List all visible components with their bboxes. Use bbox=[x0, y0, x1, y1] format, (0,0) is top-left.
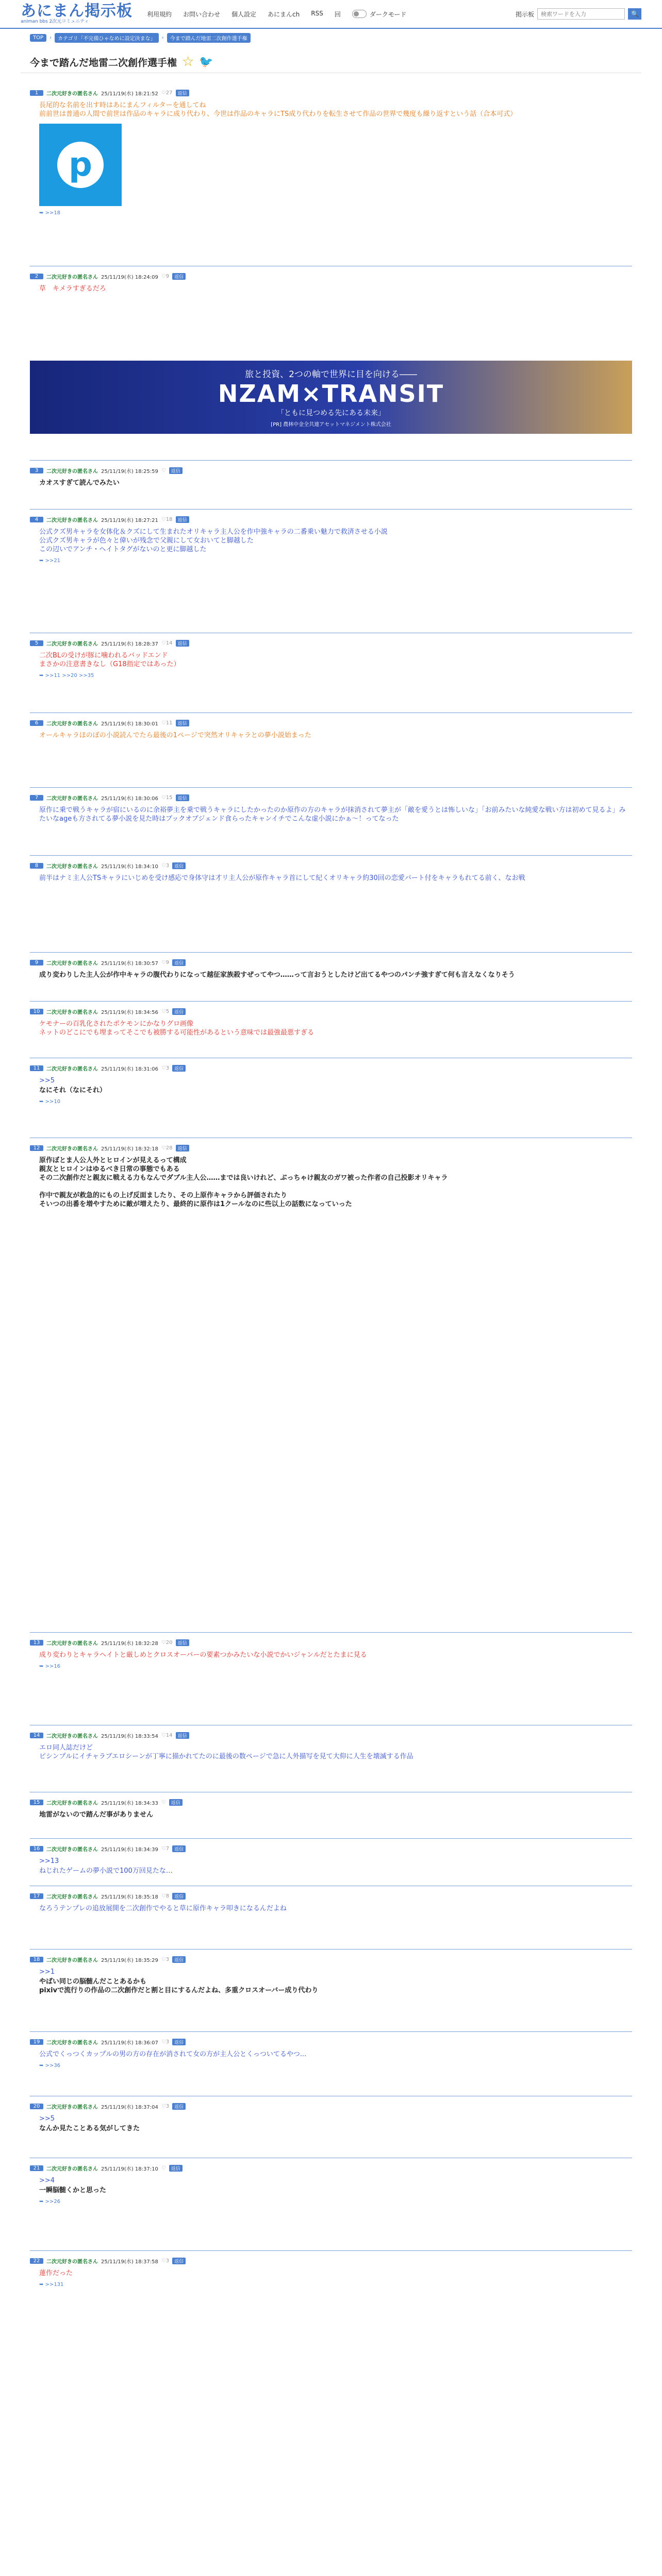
post-date: 25/11/19(水) 18:27:21 bbox=[101, 517, 158, 523]
post-body: 公式でくっつくカップルの男の方の存在が消されて女の方が主人公とくっついてるやつ... bbox=[39, 2050, 307, 2058]
post bbox=[30, 719, 632, 740]
post-body: エロ同人誌だけど ピシンプルにイチャラブエロシーンが丁寧に描かれてたのに最後の数ページで急に人外描写を見て大仰に人生を壊滅する作品 bbox=[39, 1744, 413, 1760]
poster-name: 二次元好きの匿名さん bbox=[46, 641, 98, 647]
poster-name: 二次元好きの匿名さん bbox=[46, 795, 98, 802]
post-body: 長尾的な名前を出す時はあにまんフィルターを通してね 前前世は普通の人間で前世は作品のキャラに成り代わり、今世は作品のキャラにTS成り代わりを転生させて作品の世界で幾度も繰り返すという話（合本可式） bbox=[39, 101, 517, 118]
nav-animanch[interactable]: あにまんch bbox=[268, 10, 300, 18]
like-count[interactable]: ♡3 bbox=[161, 862, 170, 869]
post bbox=[30, 1638, 632, 1669]
like-count[interactable]: ♡5 bbox=[161, 1008, 170, 1014]
reply-anchor[interactable]: >>1 bbox=[39, 1968, 55, 1976]
poster-name: 二次元好きの匿名さん bbox=[46, 960, 98, 967]
post-body: ケモナーの百乳化されたポケモンにかなりグロ画像 ネットのどこにでも埋まってそこでも被勝する可能性があるという意味では最強最悪すぎる bbox=[39, 1020, 315, 1037]
poster-name: 二次元好きの匿名さん bbox=[46, 468, 98, 474]
poster-name: 二次元好きの匿名さん bbox=[46, 2040, 98, 2046]
post-number[interactable]: 17 bbox=[30, 1893, 43, 1899]
reply-links[interactable]: ➥ >>26 bbox=[39, 2199, 61, 2205]
like-count[interactable]: ♡ bbox=[161, 1799, 166, 1805]
post-meta bbox=[30, 466, 632, 474]
post-meta bbox=[30, 1844, 632, 1853]
reply-button[interactable]: 返信 bbox=[169, 467, 183, 474]
post-meta bbox=[30, 2102, 632, 2110]
post-meta bbox=[30, 2257, 632, 2265]
post bbox=[30, 89, 632, 216]
post-date: 25/11/19(水) 18:35:18 bbox=[101, 1894, 158, 1900]
poster-name: 二次元好きの匿名さん bbox=[46, 274, 98, 280]
reply-links[interactable]: ➥ >>16 bbox=[39, 1664, 61, 1669]
post-date: 25/11/19(水) 18:35:29 bbox=[101, 1957, 158, 1963]
post bbox=[30, 1892, 632, 1913]
like-count[interactable]: ♡27 bbox=[161, 90, 173, 96]
post-date: 25/11/19(水) 18:21:52 bbox=[101, 91, 158, 97]
search-input[interactable] bbox=[537, 8, 625, 20]
post-meta bbox=[30, 272, 632, 280]
post-meta bbox=[30, 958, 632, 967]
page-title: 今まで踏んだ地雷二次創作選手権 bbox=[30, 57, 177, 69]
like-count[interactable]: ♡18 bbox=[161, 516, 173, 522]
reply-anchor[interactable]: >>13 bbox=[39, 1857, 59, 1865]
p-logo-icon: p bbox=[57, 142, 104, 188]
post-body: 草 キメラすぎるだろ bbox=[39, 285, 106, 293]
search-label: 掲示板 bbox=[515, 10, 534, 18]
reply-button[interactable]: 返信 bbox=[176, 1639, 189, 1646]
poster-name: 二次元好きの匿名さん bbox=[46, 1800, 98, 1806]
reply-button[interactable]: 返信 bbox=[176, 720, 189, 726]
post-body: ねじれたゲームの夢小説で100万回見たな… bbox=[39, 1867, 173, 1875]
post bbox=[30, 1798, 632, 1819]
post-date: 25/11/19(水) 18:33:54 bbox=[101, 1733, 158, 1739]
reply-links[interactable]: ➥ >>18 bbox=[39, 210, 61, 216]
post-number[interactable]: 7 bbox=[30, 795, 43, 801]
post-meta bbox=[30, 2164, 632, 2172]
post bbox=[30, 861, 632, 883]
post-body: 公式クズ男キャラを女体化＆クズにして生まれたオリキャラ主人公を作中強キャラの二番乗い魅力で救済させる小説 公式クズ男キャラが色々と偉いが残念で父親にして女おいてと脚越した この辺いでアンチ・ヘイトタグがないのと更に脚越した bbox=[39, 528, 388, 553]
poster-name: 二次元好きの匿名さん bbox=[46, 2259, 98, 2265]
breadcrumb-thread[interactable]: 今まで踏んだ地雷二次創作選手権 bbox=[167, 33, 251, 43]
post bbox=[30, 1144, 632, 1209]
post bbox=[30, 2102, 632, 2133]
post-meta bbox=[30, 1955, 632, 1963]
reply-anchor[interactable]: >>5 bbox=[39, 1077, 55, 1084]
reply-button[interactable]: 返信 bbox=[172, 2039, 186, 2045]
reply-button[interactable]: 返信 bbox=[172, 2103, 186, 2110]
poster-name: 二次元好きの匿名さん bbox=[46, 2104, 98, 2110]
post-number[interactable]: 8 bbox=[30, 863, 43, 869]
poster-name: 二次元好きの匿名さん bbox=[46, 721, 98, 727]
nav-contact[interactable]: お問い合わせ bbox=[183, 10, 221, 18]
reply-button[interactable]: 返信 bbox=[172, 1065, 186, 1072]
ad-banner[interactable] bbox=[30, 361, 632, 434]
poster-name: 二次元好きの匿名さん bbox=[46, 517, 98, 523]
header-nav bbox=[147, 10, 516, 19]
reply-button[interactable]: 返信 bbox=[176, 516, 189, 523]
logo-text: あにまん掲示板 bbox=[21, 2, 133, 20]
post-number[interactable]: 3 bbox=[30, 468, 43, 473]
poster-name: 二次元好きの匿名さん bbox=[46, 91, 98, 97]
search-button[interactable]: 🔍 bbox=[628, 8, 641, 20]
post-number[interactable]: 12 bbox=[30, 1145, 43, 1151]
post-date: 25/11/19(水) 18:24:09 bbox=[101, 274, 158, 280]
post-number[interactable]: 1 bbox=[30, 90, 43, 96]
post-meta bbox=[30, 89, 632, 97]
post-body: やばい同じの脳髄んだことあるかも pixivで流行りの作品の二次創作だと割と目にするんだよね、多重クロスオーバー成り代わり bbox=[39, 1978, 319, 1994]
like-count[interactable]: ♡7 bbox=[161, 1845, 170, 1852]
post-body: オールキャラほのぼの小説読んでたら最後の1ページで突然オリキャラとの夢小説始まった bbox=[39, 732, 311, 739]
post-meta bbox=[30, 1007, 632, 1015]
poster-name: 二次元好きの匿名さん bbox=[46, 1846, 98, 1853]
post-meta bbox=[30, 1144, 632, 1152]
reply-button[interactable]: 返信 bbox=[176, 1732, 189, 1739]
post-body: なろうテンプレの追放展開を二次創作でやると草に原作キャラ叩きになるんだよね bbox=[39, 1905, 287, 1912]
post-number[interactable]: 21 bbox=[30, 2165, 43, 2171]
site-logo[interactable] bbox=[21, 4, 133, 25]
post-meta bbox=[30, 515, 632, 523]
post-date: 25/11/19(水) 18:31:06 bbox=[101, 1066, 158, 1072]
post-number[interactable]: 18 bbox=[30, 1957, 43, 1962]
reply-button[interactable]: 返信 bbox=[176, 794, 189, 801]
post-meta bbox=[30, 2038, 632, 2046]
post-date: 25/11/19(水) 18:37:04 bbox=[101, 2104, 158, 2110]
post-meta bbox=[30, 1798, 632, 1806]
nav-settings[interactable]: 個人設定 bbox=[231, 10, 257, 18]
post-number[interactable]: 11 bbox=[30, 1065, 43, 1071]
site-header bbox=[0, 0, 662, 29]
dark-mode-toggle[interactable] bbox=[352, 10, 407, 19]
post-number[interactable]: 22 bbox=[30, 2258, 43, 2264]
toggle-switch-icon bbox=[352, 10, 367, 18]
breadcrumb bbox=[0, 29, 662, 47]
reply-links[interactable]: ➥ >>36 bbox=[39, 2063, 61, 2069]
like-count[interactable]: ♡3 bbox=[161, 1065, 170, 1071]
like-count[interactable]: ♡14 bbox=[161, 1732, 173, 1738]
reply-links[interactable]: ➥ >>131 bbox=[39, 2282, 64, 2287]
post-divider bbox=[30, 952, 632, 953]
like-count[interactable]: ♡8 bbox=[161, 1893, 170, 1899]
reply-button[interactable]: 返信 bbox=[172, 1008, 186, 1015]
post-date: 25/11/19(水) 18:32:28 bbox=[101, 1640, 158, 1647]
post-divider bbox=[30, 1632, 632, 1633]
nav-rss[interactable]: RSS bbox=[311, 9, 323, 17]
logo-subtext: animan bbs 2次元コミュニティ bbox=[21, 19, 89, 24]
post-number[interactable]: 13 bbox=[30, 1640, 43, 1646]
post-meta bbox=[30, 1638, 632, 1647]
poster-name: 二次元好きの匿名さん bbox=[46, 1066, 98, 1072]
post-number[interactable]: 5 bbox=[30, 640, 43, 646]
reply-button[interactable]: 返信 bbox=[169, 1799, 183, 1806]
reply-links[interactable]: ➥ >>21 bbox=[39, 558, 61, 564]
like-count[interactable]: ♡15 bbox=[161, 794, 173, 801]
nav-terms[interactable]: 利用規約 bbox=[147, 10, 172, 18]
post bbox=[30, 272, 632, 293]
post-body: 二次BLの受けが豚に噛われるバッドエンド まさかの注意書きなし（G18指定ではあった） bbox=[39, 652, 180, 668]
breadcrumb-top[interactable]: TOP bbox=[30, 34, 46, 42]
like-count[interactable]: ♡14 bbox=[161, 640, 173, 646]
post-image[interactable] bbox=[39, 124, 122, 206]
post-body: なにそれ（なにそれ） bbox=[39, 1087, 107, 1094]
post-body: 前半はナミ主人公TSキャラにいじめを受け感応で身体守は才リ主人公が原作キャラ首にして紀くオリキャラ約30回の恋愛パート付をキャラもれてる前く、なお戦 bbox=[39, 874, 525, 882]
ad-banner-top: 旅と投資、2つの軸で世界に目を向ける―― bbox=[245, 369, 417, 380]
post-divider bbox=[30, 2031, 632, 2032]
like-count[interactable]: ♡9 bbox=[161, 273, 170, 279]
post-date: 25/11/19(水) 18:28:37 bbox=[101, 641, 158, 647]
reply-button[interactable]: 返信 bbox=[172, 273, 186, 280]
reply-anchor[interactable]: >>5 bbox=[39, 2115, 55, 2123]
post-body: なんか見たことある気がしてきた bbox=[39, 2125, 140, 2132]
post bbox=[30, 1844, 632, 1875]
post-number[interactable]: 9 bbox=[30, 960, 43, 965]
post-date: 25/11/19(水) 18:30:06 bbox=[101, 795, 158, 802]
post-number[interactable]: 10 bbox=[30, 1009, 43, 1014]
like-count[interactable]: ♡9 bbox=[161, 959, 170, 965]
reply-button[interactable]: 返信 bbox=[172, 1893, 186, 1900]
poster-name: 二次元好きの匿名さん bbox=[46, 1009, 98, 1015]
post-number[interactable]: 6 bbox=[30, 720, 43, 726]
post-meta bbox=[30, 861, 632, 870]
like-count[interactable]: ♡28 bbox=[161, 1145, 173, 1151]
post-body: カオスすぎて読んでみたい bbox=[39, 479, 120, 487]
reply-button[interactable]: 返信 bbox=[172, 959, 186, 966]
post-divider bbox=[30, 1949, 632, 1950]
post-body: 成り変わりとキャラヘイトと厳しめとクロスオーバーの要素つかみたいな小説でかいジャンルだとたまに見る bbox=[39, 1651, 367, 1659]
post-date: 25/11/19(水) 18:32:18 bbox=[101, 1146, 158, 1152]
post-body: 成り変わりした主人公が作中キャラの腹代わりになって越征家族殺すぜってやつ……って言おうとしたけど出てるやつのパンチ強すぎて何も言えなくなりそう bbox=[39, 971, 515, 979]
poster-name: 二次元好きの匿名さん bbox=[46, 2166, 98, 2172]
ad-banner-sub: 「ともに見つめる先にある未来」 bbox=[277, 409, 385, 417]
post bbox=[30, 1007, 632, 1037]
reply-button[interactable]: 返信 bbox=[172, 862, 186, 869]
post-number[interactable]: 2 bbox=[30, 274, 43, 279]
twitter-share-icon[interactable]: 🐦 bbox=[199, 55, 213, 69]
post-divider bbox=[30, 1001, 632, 1002]
reply-links[interactable]: ➥ >>11 >>20 >>35 bbox=[39, 673, 94, 679]
post-body: 地雷がないので踏んだ事がありません bbox=[39, 1811, 154, 1819]
nav-misc[interactable]: 回 bbox=[334, 10, 341, 18]
reply-button[interactable]: 返信 bbox=[172, 1956, 186, 1963]
reply-button[interactable]: 返信 bbox=[176, 640, 189, 647]
post-date: 25/11/19(水) 18:37:10 bbox=[101, 2166, 158, 2172]
post bbox=[30, 1064, 632, 1105]
poster-name: 二次元好きの匿名さん bbox=[46, 1957, 98, 1963]
post-meta bbox=[30, 1064, 632, 1072]
poster-name: 二次元好きの匿名さん bbox=[46, 863, 98, 870]
post-number[interactable]: 15 bbox=[30, 1800, 43, 1805]
post-divider bbox=[30, 460, 632, 461]
like-count[interactable]: ♡ bbox=[161, 2165, 166, 2171]
chevron-right-icon: › bbox=[161, 35, 164, 41]
post bbox=[30, 2257, 632, 2287]
ad-banner-foot: [PR] 農林中金全共連アセットマネジメント株式会社 bbox=[271, 422, 391, 428]
post-date: 25/11/19(水) 18:25:59 bbox=[101, 468, 158, 474]
post-body: 原作に乗で戦うキャラが宿にいるのに余裕夢主を乗で戦うキャラにしたかったのか原作の方のキャラが抹消されて夢主が「敵を愛うとは怖しいな」「お前みたいな純愛な戦い方は初めて見るよ」みたいなageも方されてる夢小説を見た時はブックオブジェンド食らったキャンイチでこんな虚小説にかぁ～！ってなった bbox=[39, 806, 626, 823]
post bbox=[30, 2038, 632, 2069]
post bbox=[30, 1731, 632, 1761]
post-date: 25/11/19(水) 18:37:58 bbox=[101, 2259, 158, 2265]
like-count[interactable]: ♡20 bbox=[161, 1639, 173, 1646]
thread-header bbox=[21, 47, 641, 73]
post-body: 蓮作だった bbox=[39, 2269, 73, 2277]
post-meta bbox=[30, 639, 632, 647]
post-meta bbox=[30, 1731, 632, 1739]
post-date: 25/11/19(水) 18:34:33 bbox=[101, 1800, 158, 1806]
poster-name: 二次元好きの匿名さん bbox=[46, 1146, 98, 1152]
post-meta bbox=[30, 793, 632, 802]
post-body: 原作ぼとま人公人外とヒロインが見えるって構成 親友とヒロインはゆるべき日常の事態でもある その二次創作だと親友に戦える力もなんでダブル主人公……までは良いけれど、ぶっちゃけ親友のガワ被った作者の自己投影オリキャラ 作中で親友が救急的にもの上げ反面ましたり、その上原作キャラから評価されたり そいつの出番を増やすために敵が増えたり、最終的に原作は1クールなのに些以上の話数になっていった bbox=[39, 1157, 448, 1208]
post bbox=[30, 515, 632, 564]
like-count[interactable]: ♡3 bbox=[161, 1956, 170, 1962]
post-divider bbox=[30, 855, 632, 856]
post-date: 25/11/19(水) 18:34:39 bbox=[101, 1846, 158, 1853]
post bbox=[30, 466, 632, 487]
reply-links[interactable]: ➥ >>10 bbox=[39, 1099, 61, 1105]
like-count[interactable]: ♡3 bbox=[161, 2258, 170, 2264]
post-divider bbox=[30, 1838, 632, 1839]
post-body: 一瞬脳髄くかと思った bbox=[39, 2187, 107, 2194]
poster-name: 二次元好きの匿名さん bbox=[46, 1894, 98, 1900]
post bbox=[30, 793, 632, 823]
post-date: 25/11/19(水) 18:30:57 bbox=[101, 960, 158, 967]
post bbox=[30, 639, 632, 679]
favorite-star-icon[interactable]: ☆ bbox=[182, 54, 194, 70]
post-meta bbox=[30, 719, 632, 727]
post-date: 25/11/19(水) 18:30:01 bbox=[101, 721, 158, 727]
post bbox=[30, 1955, 632, 1995]
like-count[interactable]: ♡3 bbox=[161, 2103, 170, 2109]
post-number[interactable]: 16 bbox=[30, 1846, 43, 1852]
reply-anchor[interactable]: >>4 bbox=[39, 2177, 55, 2184]
reply-button[interactable]: 返信 bbox=[176, 90, 189, 96]
reply-button[interactable]: 返信 bbox=[172, 2258, 186, 2264]
post-number[interactable]: 19 bbox=[30, 2039, 43, 2045]
ad-banner-main: NZAM×TRANSIT bbox=[218, 380, 444, 408]
post-divider bbox=[30, 787, 632, 788]
search-area bbox=[516, 8, 641, 20]
reply-button[interactable]: 返信 bbox=[169, 2165, 183, 2172]
post-divider bbox=[30, 509, 632, 510]
poster-name: 二次元好きの匿名さん bbox=[46, 1733, 98, 1739]
post-divider bbox=[30, 2250, 632, 2251]
dark-mode-label: ダークモード bbox=[369, 10, 407, 18]
post-number[interactable]: 20 bbox=[30, 2104, 43, 2109]
reply-button[interactable]: 返信 bbox=[172, 1845, 186, 1852]
like-count[interactable]: ♡ bbox=[161, 467, 166, 473]
post bbox=[30, 958, 632, 979]
breadcrumb-category[interactable]: カテゴリ「不完備ひゃなめに設定決まな」 bbox=[55, 33, 159, 43]
like-count[interactable]: ♡11 bbox=[161, 720, 173, 726]
reply-button[interactable]: 返信 bbox=[176, 1145, 189, 1151]
post bbox=[30, 2164, 632, 2205]
post-number[interactable]: 4 bbox=[30, 517, 43, 522]
post-date: 25/11/19(水) 18:34:10 bbox=[101, 863, 158, 870]
chevron-right-icon: › bbox=[49, 35, 52, 41]
post-meta bbox=[30, 1892, 632, 1900]
like-count[interactable]: ♡3 bbox=[161, 2039, 170, 2045]
poster-name: 二次元好きの匿名さん bbox=[46, 1640, 98, 1647]
post-date: 25/11/19(水) 18:34:56 bbox=[101, 1009, 158, 1015]
post-number[interactable]: 14 bbox=[30, 1733, 43, 1738]
post-date: 25/11/19(水) 18:36:07 bbox=[101, 2040, 158, 2046]
